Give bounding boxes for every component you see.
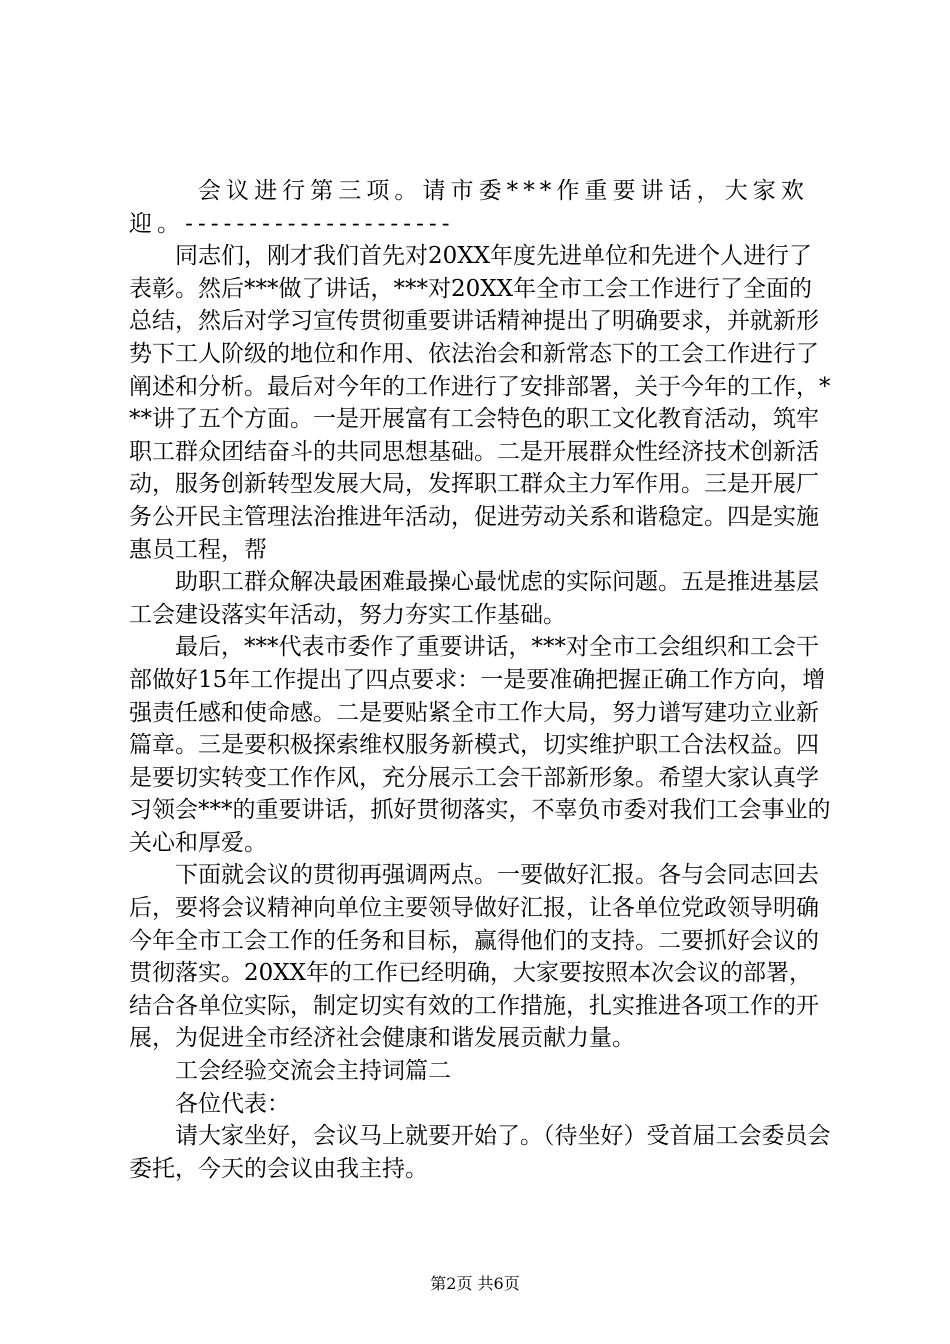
document-body — [129, 175, 831, 1185]
section-heading: 工会经验交流会主持词篇二 — [175, 1058, 451, 1085]
page-number-footer: 第2页 共6页 — [430, 1274, 520, 1293]
salutation: 各位代表： — [175, 1090, 290, 1117]
paragraph-opening: 请大家坐好，会议马上就要开始了。（待坐好）受首届工会委员会委托，今天的会议由我主持。 — [129, 1123, 831, 1182]
paragraph-summary: 同志们，刚才我们首先对20XX年度先进单位和先进个人进行了表彰。然后***做了讲话，***对20XX年全市工会工作进行了全面的总结，然后对学习宣传贯彻重要讲话精神提出了明确要求，并就新形势下工人阶级的地位和作用、依法治会和新常态下的工会工作进行了阐述和分析。最后对今年的工作进行了安排部署，关于今年的工作，***讲了五个方面。一是开展富有工会特色的职工文化教育活动，筑牢职工群众团结奋斗的共同思想基础。二是开展群众性经济技术创新活动，服务创新转型发展大局，发挥职工群众主力军作用。三是开展厂务公开民主管理法治推进年活动，促进劳动关系和谐稳定。四是实施惠员工程，帮 — [129, 243, 831, 563]
paragraph-requirements: 最后，***代表市委作了重要讲话，***对全市工会组织和工会干部做好15年工作提出了四点要求：一是要准确把握正确工作方向，增强责任感和使命感。二是要贴紧全市工作大局，努力谱写建功立业新篇章。三是要积极探索维权服务新模式，切实维护职工合法权益。四是要切实转变工作作风，充分展示工会干部新形象。希望大家认真学习领会***的重要讲话，抓好贯彻落实，不辜负市委对我们工会事业的关心和厚爱。 — [129, 634, 831, 856]
paragraph-emphasis: 下面就会议的贯彻再强调两点。一要做好汇报。各与会同志回去后，要将会议精神向单位主要领导做好汇报，让各单位党政领导明确今年全市工会工作的任务和目标，赢得他们的支持。二要抓好会议的贯彻落实。20XX年的工作已经明确，大家要按照本次会议的部署，结合各单位实际，制定切实有效的工作措施，扎实推进各项工作的开展，为促进全市经济社会健康和谐发展贡献力量。 — [129, 862, 819, 1052]
paragraph-agenda-item: 会议进行第三项。请市委***作重要讲话，大家欢迎。--------------------- — [129, 178, 809, 237]
paragraph-summary-continued: 助职工群众解决最困难最操心最忧虑的实际问题。五是推进基层工会建设落实年活动，努力夯实工作基础。 — [129, 569, 819, 628]
